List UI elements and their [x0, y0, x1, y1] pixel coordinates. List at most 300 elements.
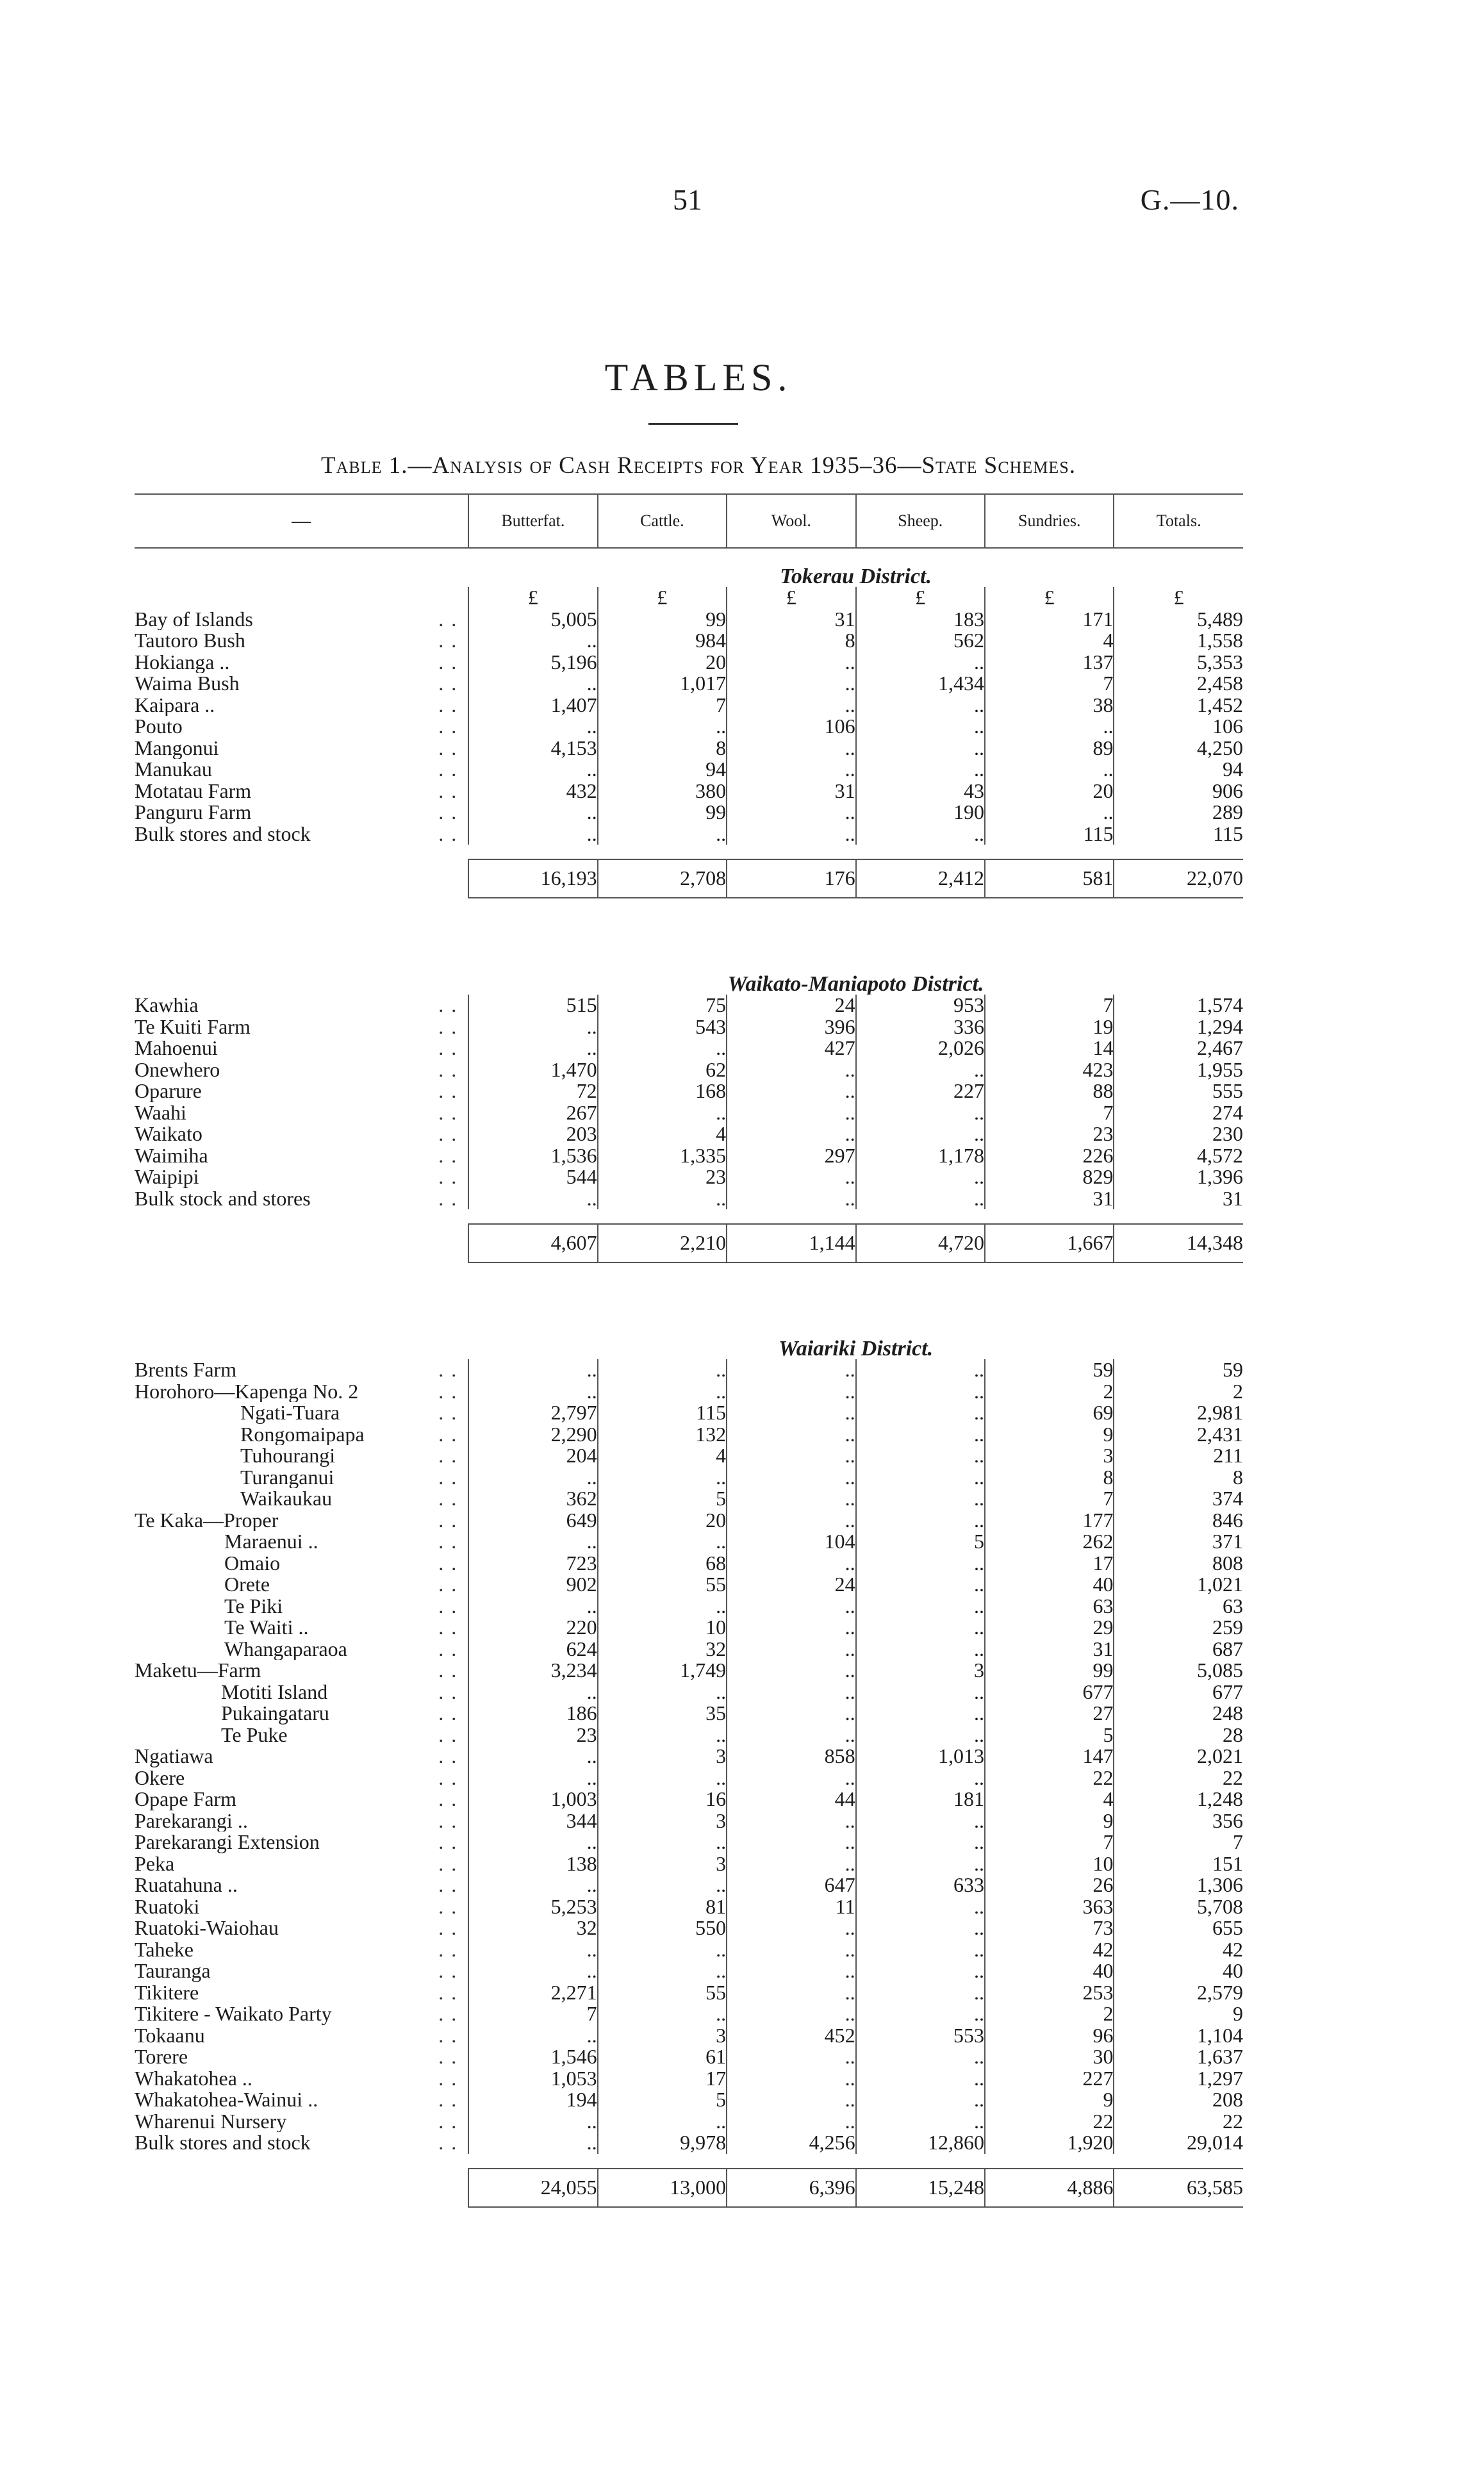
value-cell: .. [727, 1488, 855, 1510]
value-cell: 177 [985, 1510, 1114, 1532]
value-cell: 687 [1114, 1639, 1243, 1660]
value-cell: 3 [985, 1445, 1114, 1467]
value-cell: .. [468, 2132, 597, 2154]
row-label: Mahoenui [135, 1038, 218, 1059]
row-label-cell [135, 1424, 468, 1446]
row-label: Motiti Island [221, 1681, 328, 1703]
value-cell: 227 [985, 2068, 1114, 2090]
value-cell: 1,003 [468, 1789, 597, 1810]
value-cell: .. [727, 1402, 855, 1424]
table-row [135, 823, 1243, 845]
value-cell: 43 [856, 781, 985, 802]
value-cell: 104 [727, 1531, 855, 1553]
table-row [135, 609, 1243, 631]
table-row [135, 652, 1243, 674]
value-cell: .. [727, 673, 855, 695]
currency-unit: £ [985, 587, 1114, 609]
value-cell: 20 [985, 781, 1114, 802]
total-cell: 2,412 [856, 859, 985, 898]
table-row [135, 1810, 1243, 1832]
value-cell: 543 [598, 1016, 727, 1038]
value-cell: 99 [985, 1660, 1114, 1682]
row-label-cell [135, 1445, 468, 1467]
value-cell: 677 [1114, 1682, 1243, 1703]
leader-dots: .. [438, 2024, 465, 2046]
value-cell: 208 [1114, 2089, 1243, 2111]
value-cell: .. [598, 1682, 727, 1703]
row-label-cell [135, 1660, 468, 1682]
leader-dots: .. [438, 630, 465, 652]
district-spacer [135, 1321, 468, 1359]
total-cell: 24,055 [468, 2169, 597, 2207]
table-row [135, 1488, 1243, 1510]
row-label: Waahi [135, 1102, 186, 1123]
currency-unit: £ [468, 587, 597, 609]
value-cell: 171 [985, 609, 1114, 631]
value-cell: .. [598, 1381, 727, 1403]
leader-dots: .. [438, 1166, 465, 1188]
value-cell: 1,013 [856, 1746, 985, 1767]
value-cell: .. [856, 738, 985, 759]
value-cell: .. [985, 716, 1114, 738]
row-label: Ngatiawa [135, 1746, 213, 1767]
value-cell: 829 [985, 1166, 1114, 1188]
row-label-cell [135, 1059, 468, 1081]
value-cell: 8 [727, 630, 855, 652]
district-heading-row [135, 1321, 1243, 1359]
value-cell: 2,026 [856, 1038, 985, 1059]
value-cell: 211 [1114, 1445, 1243, 1467]
value-cell: 1,053 [468, 2068, 597, 2090]
value-cell: 194 [468, 2089, 597, 2111]
row-label: Bulk stores and stock [135, 2132, 311, 2154]
value-cell: .. [727, 1123, 855, 1145]
row-label-cell [135, 1832, 468, 1853]
row-label: Ngati-Tuara [240, 1402, 340, 1424]
table-row [135, 1789, 1243, 1810]
value-cell: 363 [985, 1896, 1114, 1918]
value-cell: 63 [985, 1596, 1114, 1617]
row-label: Wharenui Nursery [135, 2110, 287, 2132]
row-label: Panguru Farm [135, 802, 252, 823]
value-cell: 32 [598, 1639, 727, 1660]
value-cell: 63 [1114, 1596, 1243, 1617]
value-cell: 31 [1114, 1188, 1243, 1210]
value-cell: .. [727, 1703, 855, 1724]
value-cell: .. [727, 2111, 855, 2133]
table-row [135, 1038, 1243, 1059]
leader-dots: .. [438, 1102, 465, 1123]
table-row [135, 630, 1243, 652]
value-cell: .. [856, 652, 985, 674]
value-cell: 96 [985, 2025, 1114, 2047]
value-cell: .. [856, 1853, 985, 1875]
value-cell: 553 [856, 2025, 985, 2047]
value-cell: .. [727, 1767, 855, 1789]
row-label-cell [135, 630, 468, 652]
value-cell: 7 [985, 1488, 1114, 1510]
value-cell: 655 [1114, 1917, 1243, 1939]
value-cell: .. [727, 1166, 855, 1188]
row-label: Parekarangi .. [135, 1810, 248, 1832]
value-cell: .. [727, 1102, 855, 1124]
value-cell: 2,458 [1114, 673, 1243, 695]
value-cell: 336 [856, 1016, 985, 1038]
value-cell: 380 [598, 781, 727, 802]
value-cell: 99 [598, 609, 727, 631]
row-label: Rongomaipapa [240, 1423, 365, 1445]
row-label-cell [135, 2132, 468, 2154]
leader-dots: .. [438, 1660, 465, 1682]
row-label: Waima Bush [135, 673, 240, 695]
table-row [135, 995, 1243, 1016]
row-label-cell [135, 1488, 468, 1510]
value-cell: .. [468, 1874, 597, 1896]
row-label-cell [135, 1810, 468, 1832]
row-label-cell [135, 1746, 468, 1767]
value-cell: .. [468, 1960, 597, 1982]
value-cell: 3 [598, 2025, 727, 2047]
value-cell: .. [856, 1724, 985, 1746]
row-label: Omaio [224, 1552, 281, 1574]
leader-dots: .. [438, 1466, 465, 1488]
row-label-cell [135, 1359, 468, 1381]
row-label-cell [135, 1917, 468, 1939]
value-cell: 515 [468, 995, 597, 1016]
total-cell: 2,708 [598, 859, 727, 898]
row-label-cell [135, 1617, 468, 1639]
table-row [135, 1939, 1243, 1961]
total-cell: 15,248 [856, 2169, 985, 2207]
table-row [135, 1746, 1243, 1767]
value-cell: .. [598, 1724, 727, 1746]
row-label-cell [135, 2111, 468, 2133]
leader-dots: .. [438, 780, 465, 802]
value-cell: 27 [985, 1703, 1114, 1724]
value-cell: 16 [598, 1789, 727, 1810]
leader-dots: .. [438, 1724, 465, 1746]
spacer-cell [135, 1209, 1243, 1224]
row-label: Tikitere - Waikato Party [135, 2003, 332, 2025]
value-cell: .. [598, 1531, 727, 1553]
value-cell: 4 [598, 1123, 727, 1145]
value-cell: .. [856, 1102, 985, 1124]
value-cell: .. [598, 1939, 727, 1961]
value-cell: 7 [985, 673, 1114, 695]
table-row [135, 1596, 1243, 1617]
leader-dots: .. [438, 1789, 465, 1810]
value-cell: .. [985, 759, 1114, 781]
value-cell: 81 [598, 1896, 727, 1918]
value-cell: .. [856, 1445, 985, 1467]
table-row [135, 1424, 1243, 1446]
value-cell: 181 [856, 1789, 985, 1810]
table-row [135, 738, 1243, 759]
table-row [135, 1510, 1243, 1532]
value-cell: 452 [727, 2025, 855, 2047]
leader-dots: .. [438, 1187, 465, 1209]
value-cell: .. [727, 738, 855, 759]
value-cell: .. [468, 1682, 597, 1703]
value-cell: .. [856, 1123, 985, 1145]
leader-dots: .. [438, 1746, 465, 1767]
row-label: Waipipi [135, 1166, 199, 1188]
row-label-cell [135, 2003, 468, 2025]
spacer-row [135, 1209, 1243, 1224]
value-cell: 23 [985, 1123, 1114, 1145]
value-cell: .. [856, 1917, 985, 1939]
value-cell: .. [856, 2003, 985, 2025]
value-cell: 9 [985, 1810, 1114, 1832]
value-cell: 396 [727, 1016, 855, 1038]
row-label: Tautoro Bush [135, 630, 245, 652]
leader-dots: .. [438, 1960, 465, 1982]
value-cell: 5,005 [468, 609, 597, 631]
value-cell: 28 [1114, 1724, 1243, 1746]
row-label-cell [135, 1767, 468, 1789]
leader-dots: .. [438, 1638, 465, 1660]
leader-dots: .. [438, 2089, 465, 2111]
value-cell: .. [727, 2046, 855, 2068]
table-row [135, 1166, 1243, 1188]
value-cell: .. [468, 1939, 597, 1961]
value-cell: .. [727, 1853, 855, 1875]
row-label: Torere [135, 2046, 188, 2068]
value-cell: .. [598, 2003, 727, 2025]
row-label-cell [135, 1381, 468, 1403]
value-cell: 2,981 [1114, 1402, 1243, 1424]
total-cell: 6,396 [727, 2169, 855, 2207]
value-cell: 7 [1114, 1832, 1243, 1853]
value-cell: 7 [598, 695, 727, 716]
value-cell: .. [598, 716, 727, 738]
page-title: TABLES. [604, 356, 793, 399]
row-label: Mangonui [135, 737, 219, 759]
row-label-cell [135, 673, 468, 695]
value-cell: 262 [985, 1531, 1114, 1553]
value-cell: 647 [727, 1874, 855, 1896]
value-cell: 31 [985, 1188, 1114, 1210]
row-label-cell [135, 2025, 468, 2047]
value-cell: .. [856, 1896, 985, 1918]
table-row [135, 1059, 1243, 1081]
value-cell: 4,256 [727, 2132, 855, 2154]
row-label-cell [135, 1596, 468, 1617]
total-cell: 4,720 [856, 1224, 985, 1262]
leader-dots: .. [438, 1853, 465, 1874]
unit-spacer [135, 587, 468, 609]
value-cell: .. [856, 1166, 985, 1188]
row-label-cell [135, 1531, 468, 1553]
row-label: Kawhia [135, 995, 199, 1016]
row-label: Pukaingataru [221, 1703, 329, 1724]
value-cell: 10 [598, 1617, 727, 1639]
spacer-cell [135, 898, 1243, 956]
leader-dots: .. [438, 2046, 465, 2068]
value-cell: 362 [468, 1488, 597, 1510]
table-row [135, 2003, 1243, 2025]
leader-dots: .. [438, 823, 465, 845]
value-cell: 62 [598, 1059, 727, 1081]
district-spacer [135, 956, 468, 995]
value-cell: 42 [985, 1939, 1114, 1961]
value-cell: .. [727, 1917, 855, 1939]
leader-dots: .. [438, 608, 465, 630]
leader-dots: .. [438, 1552, 465, 1574]
value-cell: 633 [856, 1874, 985, 1896]
value-cell: 230 [1114, 1123, 1243, 1145]
value-cell: .. [856, 1359, 985, 1381]
leader-dots: .. [438, 1874, 465, 1896]
column-header-sundries: Sundries. [985, 494, 1114, 548]
leader-dots: .. [438, 759, 465, 781]
row-label-cell [135, 1874, 468, 1896]
value-cell: 7 [468, 2003, 597, 2025]
row-label-cell [135, 759, 468, 781]
row-label: Tuhourangi [240, 1445, 336, 1467]
value-cell: .. [856, 759, 985, 781]
row-label: Waikaukau [240, 1488, 333, 1510]
table-row [135, 1445, 1243, 1467]
table-row [135, 1188, 1243, 1210]
value-cell: 3 [856, 1660, 985, 1682]
table-row [135, 1080, 1243, 1102]
total-cell: 1,144 [727, 1224, 855, 1262]
value-cell: 31 [727, 781, 855, 802]
table-row [135, 1617, 1243, 1639]
value-cell: .. [468, 802, 597, 823]
value-cell: .. [598, 1467, 727, 1489]
value-cell: 9 [1114, 2003, 1243, 2025]
value-cell: 649 [468, 1510, 597, 1532]
row-label: Peka [135, 1853, 175, 1874]
row-label-cell [135, 1982, 468, 2004]
leader-dots: .. [438, 1123, 465, 1145]
value-cell: 1,306 [1114, 1874, 1243, 1896]
row-label: Waimiha [135, 1145, 208, 1166]
row-label: Bulk stores and stock [135, 823, 311, 845]
value-cell: 106 [727, 716, 855, 738]
value-cell: 22 [1114, 2111, 1243, 2133]
table-row [135, 1767, 1243, 1789]
table-row [135, 2111, 1243, 2133]
value-cell: 11 [727, 1896, 855, 1918]
value-cell: 5 [598, 1488, 727, 1510]
value-cell: .. [727, 1059, 855, 1081]
value-cell: .. [468, 1016, 597, 1038]
value-cell: 259 [1114, 1617, 1243, 1639]
row-label: Bulk stock and stores [135, 1187, 311, 1209]
value-cell: .. [856, 1939, 985, 1961]
value-cell: 4,572 [1114, 1145, 1243, 1167]
value-cell: 151 [1114, 1853, 1243, 1875]
value-cell: .. [856, 1960, 985, 1982]
currency-unit: £ [856, 587, 985, 609]
row-label-cell [135, 1789, 468, 1810]
table-row [135, 2025, 1243, 2047]
leader-dots: .. [438, 1445, 465, 1467]
value-cell: 94 [598, 759, 727, 781]
value-cell: 4,153 [468, 738, 597, 759]
value-cell: 5 [985, 1724, 1114, 1746]
value-cell: 20 [598, 1510, 727, 1532]
leader-dots: .. [438, 1617, 465, 1639]
row-label: Pouto [135, 716, 183, 738]
value-cell: .. [468, 1359, 597, 1381]
table-row [135, 1467, 1243, 1489]
row-label: Ruatoki-Waiohau [135, 1917, 279, 1939]
value-cell: 555 [1114, 1080, 1243, 1102]
value-cell: .. [856, 1767, 985, 1789]
value-cell: 432 [468, 781, 597, 802]
value-cell: 4 [985, 1789, 1114, 1810]
row-label: Okere [135, 1767, 185, 1789]
value-cell: .. [598, 1102, 727, 1124]
value-cell: 1,396 [1114, 1166, 1243, 1188]
row-label-cell [135, 609, 468, 631]
value-cell: 3,234 [468, 1660, 597, 1682]
value-cell: 289 [1114, 802, 1243, 823]
value-cell: 846 [1114, 1510, 1243, 1532]
value-cell: .. [468, 1381, 597, 1403]
table-header-row [135, 494, 1243, 548]
value-cell: 5 [856, 1531, 985, 1553]
leader-dots: .. [438, 651, 465, 673]
total-cell: 13,000 [598, 2169, 727, 2207]
row-label: Taheke [135, 1939, 194, 1960]
row-label: Opape Farm [135, 1789, 237, 1810]
table-row [135, 1639, 1243, 1660]
value-cell: .. [856, 1596, 985, 1617]
row-label: Maraenui .. [224, 1531, 318, 1553]
value-cell: .. [598, 1874, 727, 1896]
value-cell: 858 [727, 1746, 855, 1767]
leader-dots: .. [438, 716, 465, 738]
value-cell: 186 [468, 1703, 597, 1724]
value-cell: .. [856, 1059, 985, 1081]
leader-dots: .. [438, 1703, 465, 1724]
table-row [135, 673, 1243, 695]
value-cell: 17 [598, 2068, 727, 2090]
value-cell: .. [598, 1038, 727, 1059]
value-cell: 168 [598, 1080, 727, 1102]
value-cell: 1,546 [468, 2046, 597, 2068]
table-row [135, 1531, 1243, 1553]
row-label: Ruatahuna .. [135, 1874, 238, 1896]
district-total-row [135, 2169, 1243, 2207]
value-cell: 544 [468, 1166, 597, 1188]
value-cell: 40 [985, 1574, 1114, 1596]
value-cell: 220 [468, 1617, 597, 1639]
value-cell: 374 [1114, 1488, 1243, 1510]
table-row [135, 1682, 1243, 1703]
value-cell: 2,579 [1114, 1982, 1243, 2004]
value-cell: .. [856, 1703, 985, 1724]
leader-dots: .. [438, 1896, 465, 1917]
value-cell: .. [727, 1982, 855, 2004]
value-cell: .. [727, 1832, 855, 1853]
value-cell: 3 [598, 1853, 727, 1875]
leader-dots: .. [438, 1145, 465, 1166]
total-cell: 4,886 [985, 2169, 1114, 2207]
value-cell: .. [727, 823, 855, 845]
value-cell: 344 [468, 1810, 597, 1832]
total-cell: 16,193 [468, 859, 597, 898]
value-cell: 808 [1114, 1553, 1243, 1575]
column-header-butterfat: Butterfat. [468, 494, 597, 548]
value-cell: 190 [856, 802, 985, 823]
district-heading: Waiariki District. [779, 1336, 934, 1359]
